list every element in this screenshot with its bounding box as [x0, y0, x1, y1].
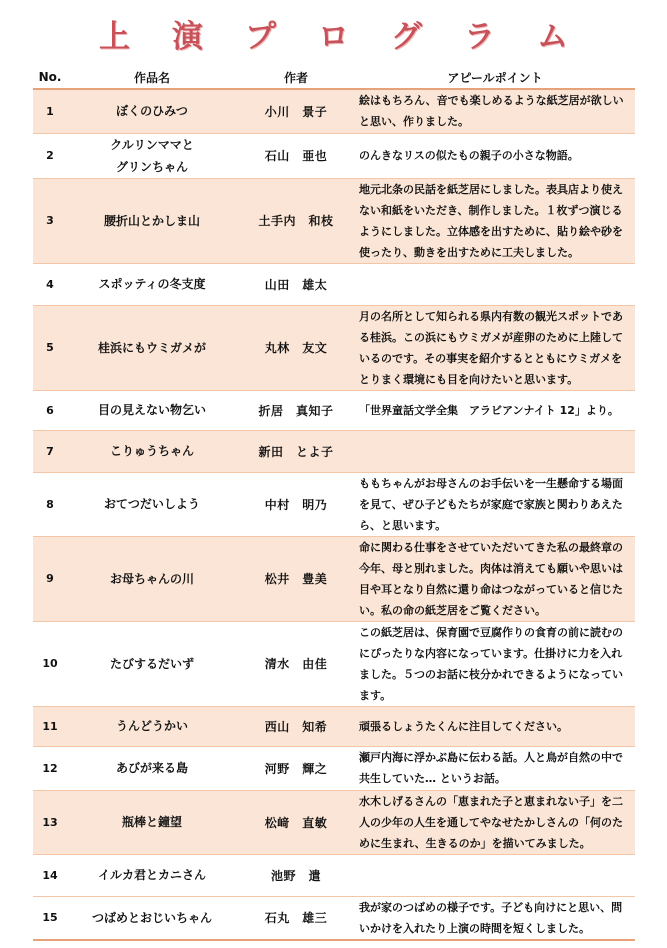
- row-appeal: ももちゃんがお母さんのお手伝いを一生懸命する場面を見て、ぜひ子どもたちが家庭で家族と関わりあえたら、と思います。: [355, 472, 635, 536]
- table-row: [33, 896, 635, 940]
- row-title: イルカ君とカニさん: [67, 854, 237, 896]
- row-author: 新田 とよ子: [237, 430, 355, 472]
- row-title: 桂浜にもウミガメが: [67, 305, 237, 390]
- row-title: たびするだいず: [67, 621, 237, 706]
- header-title: 作品名: [67, 66, 237, 89]
- row-appeal: 頑張るしょうたくんに注目してください。: [355, 706, 635, 746]
- row-no: 6: [33, 390, 67, 430]
- row-appeal: [355, 430, 635, 472]
- title-char: ム: [537, 19, 568, 55]
- row-title: ぼくのひみつ: [67, 89, 237, 133]
- row-author: 折居 真知子: [237, 390, 355, 430]
- row-no: 13: [33, 790, 67, 854]
- row-no: 11: [33, 706, 67, 746]
- row-title: うんどうかい: [67, 706, 237, 746]
- table-header-row: [33, 66, 635, 89]
- row-no: 5: [33, 305, 67, 390]
- table-row: [33, 706, 635, 746]
- row-appeal: 地元北条の民話を紙芝居にしました。表具店より使えない和紙をいただき、制作しました。１枚ずつ演じるようにしました。立体感を出すために、貼り絵や砂を使ったり、動きを出すために工夫しました。: [355, 178, 635, 263]
- row-no: 8: [33, 472, 67, 536]
- title-char: プ: [245, 19, 276, 55]
- row-author: 松井 豊美: [237, 536, 355, 621]
- header-no: No.: [33, 66, 67, 89]
- row-no: 9: [33, 536, 67, 621]
- row-no: 10: [33, 621, 67, 706]
- table-row: [33, 263, 635, 305]
- header-appeal: アピールポイント: [355, 66, 635, 89]
- row-author: 池野 遣: [237, 854, 355, 896]
- row-author: 松﨑 直敏: [237, 790, 355, 854]
- title-char: ラ: [464, 19, 495, 55]
- row-title: つばめとおじいちゃん: [67, 896, 237, 940]
- row-author: 小川 景子: [237, 89, 355, 133]
- table-row: [33, 472, 635, 536]
- row-author: 河野 輝之: [237, 746, 355, 790]
- row-appeal: この紙芝居は、保育園で豆腐作りの食育の前に読むのにぴったりな内容になっています。仕掛けに力を入れました。５つのお話に枝分かれできるようになっています。: [355, 621, 635, 706]
- page-title: [0, 14, 667, 60]
- row-no: 7: [33, 430, 67, 472]
- title-char: グ: [391, 19, 422, 55]
- row-appeal: 命に関わる仕事をさせていただいてきた私の最終章の今年、母と別れました。肉体は消えても願いや思いは目や耳となり自然に還り命はつながっていると信じたい。私の命の紙芝居をご覧ください。: [355, 536, 635, 621]
- row-no: 3: [33, 178, 67, 263]
- row-author: 石丸 雄三: [237, 896, 355, 940]
- table-row: [33, 89, 635, 133]
- row-title: お母ちゃんの川: [67, 536, 237, 621]
- row-appeal: 瀬戸内海に浮かぶ島に伝わる話。人と鳥が自然の中で共生していた… というお話。: [355, 746, 635, 790]
- title-char: 演: [172, 19, 203, 55]
- header-author: 作者: [237, 66, 355, 89]
- table-row: [33, 390, 635, 430]
- table-row: [33, 430, 635, 472]
- table-row: [33, 536, 635, 621]
- row-title: 腰折山とかしま山: [67, 178, 237, 263]
- row-no: 4: [33, 263, 67, 305]
- row-title: スポッティの冬支度: [67, 263, 237, 305]
- row-no: 14: [33, 854, 67, 896]
- table-row: [33, 305, 635, 390]
- table-row: [33, 178, 635, 263]
- row-appeal: [355, 854, 635, 896]
- table-row: [33, 854, 635, 896]
- row-appeal: 水木しげるさんの「恵まれた子と恵まれない子」を二人の少年の人生を通してやなせたかしさんの「何のために生まれ、生きるのか」を描いてみました。: [355, 790, 635, 854]
- row-title: 目の見えない物乞い: [67, 390, 237, 430]
- row-title: クルリンママと グリンちゃん: [67, 133, 237, 178]
- row-author: 西山 知希: [237, 706, 355, 746]
- row-title: あびが来る島: [67, 746, 237, 790]
- row-author: 中村 明乃: [237, 472, 355, 536]
- table-row: [33, 790, 635, 854]
- row-no: 1: [33, 89, 67, 133]
- row-author: 土手内 和枝: [237, 178, 355, 263]
- row-no: 2: [33, 133, 67, 178]
- row-appeal: 月の名所として知られる県内有数の観光スポットである桂浜。この浜にもウミガメが産卵のために上陸しているのです。その事実を紹介するとともにウミガメをとりまく環境にも目を向けたいと思います。: [355, 305, 635, 390]
- row-author: 石山 亜也: [237, 133, 355, 178]
- row-title: おてつだいしよう: [67, 472, 237, 536]
- title-char: 上: [99, 19, 130, 55]
- row-title: 瓶棒と鐘望: [67, 790, 237, 854]
- row-appeal: 絵はもちろん、音でも楽しめるような紙芝居が欲しいと思い、作りました。: [355, 89, 635, 133]
- row-appeal: 「世界童話文学全集 アラビアンナイト 12」より。: [355, 390, 635, 430]
- row-appeal: [355, 263, 635, 305]
- table-row: [33, 746, 635, 790]
- table-row: [33, 133, 635, 178]
- row-author: 清水 由佳: [237, 621, 355, 706]
- title-char: ロ: [318, 19, 349, 55]
- row-appeal: 我が家のつばめの様子です。子ども向けにと思い、問いかけを入れたり上演の時間を短くしました。: [355, 896, 635, 940]
- row-no: 12: [33, 746, 67, 790]
- row-title: こりゅうちゃん: [67, 430, 237, 472]
- row-appeal: のんきなリスの似たもの親子の小さな物語。: [355, 133, 635, 178]
- row-no: 15: [33, 896, 67, 940]
- program-table: [33, 66, 635, 941]
- row-author: 山田 雄太: [237, 263, 355, 305]
- row-author: 丸林 友文: [237, 305, 355, 390]
- table-row: [33, 621, 635, 706]
